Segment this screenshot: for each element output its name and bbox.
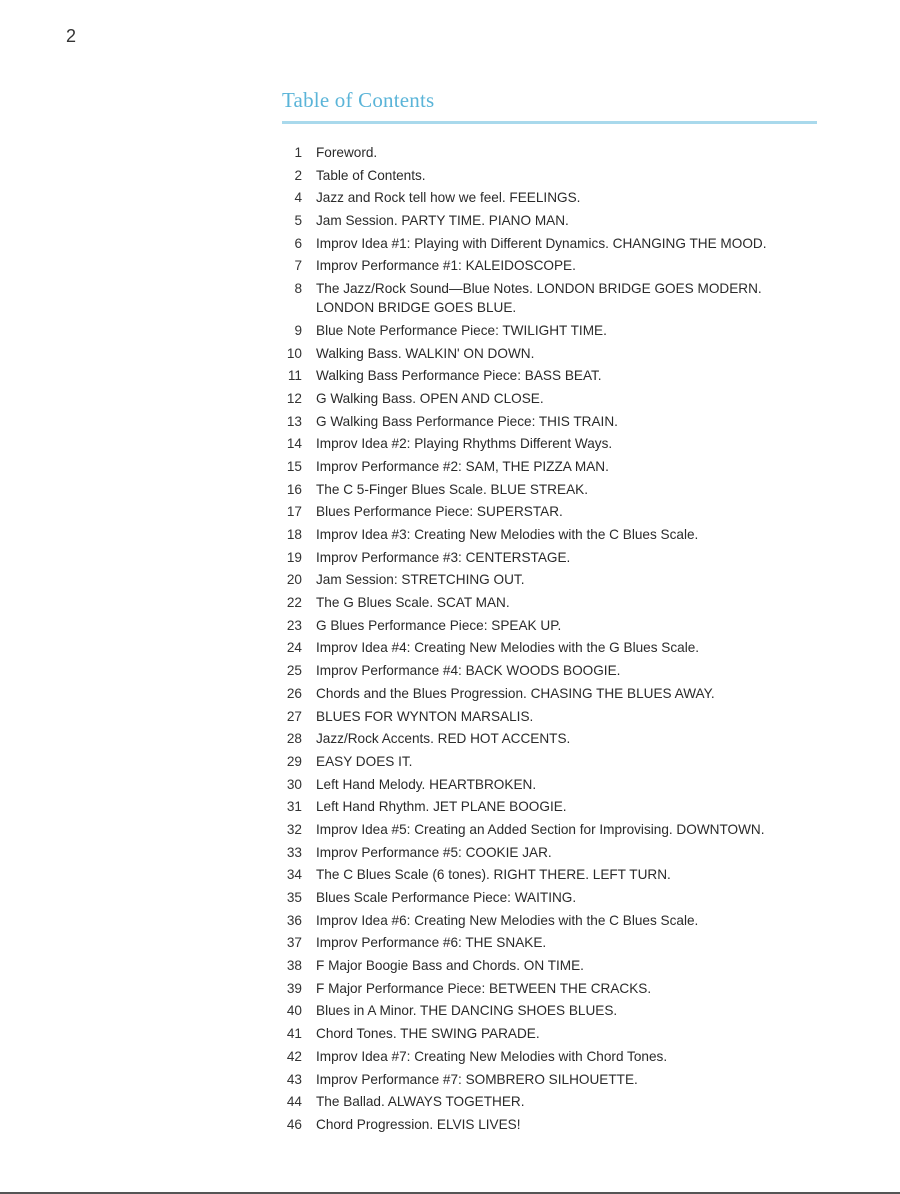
toc-entry-title: Improv Idea #2: Playing Rhythms Different Ways. (316, 436, 613, 452)
toc-entry (278, 616, 838, 635)
toc-entry-title: Improv Performance #7: SOMBRERO SILHOUETTE. (316, 1071, 638, 1087)
toc-entry-text (316, 525, 838, 544)
toc-entry-text (316, 933, 838, 952)
toc-entry-text (316, 661, 838, 680)
toc-entry (278, 865, 838, 884)
toc-page-number: 41 (286, 1026, 302, 1042)
toc-page-number: 10 (286, 345, 302, 361)
toc-page-number: 12 (286, 390, 302, 406)
toc-entry-text (316, 457, 838, 476)
toc-page-number: 20 (286, 572, 302, 588)
toc-entry (278, 593, 838, 612)
toc-page-number: 23 (286, 617, 302, 633)
toc-entry-title: Improv Performance #2: SAM, THE PIZZA MAN. (316, 458, 609, 474)
toc-page-number: 1 (294, 145, 302, 160)
toc-entry-title: G Walking Bass Performance Piece: THIS TRAIN. (316, 413, 618, 429)
toc-entry (278, 797, 838, 816)
toc-page-number: 27 (286, 708, 302, 724)
toc-entry (278, 412, 838, 431)
toc-entry-text (316, 843, 838, 862)
toc-entry-title: Improv Performance #1: KALEIDOSCOPE. (316, 258, 576, 274)
toc-entry-text (316, 797, 838, 816)
toc-entry-text (316, 234, 838, 253)
toc-entry (278, 344, 838, 363)
toc-entry-title: Blues in A Minor. THE DANCING SHOES BLUES. (316, 1003, 618, 1019)
toc-entry-title: Improv Idea #1: Playing with Different Dynamics. CHANGING THE MOOD. (316, 235, 767, 251)
toc-page-number: 26 (286, 685, 302, 701)
toc-entry-text (316, 979, 838, 998)
toc-entry-title: Improv Idea #6: Creating New Melodies with the C Blues Scale. (316, 912, 699, 928)
toc-entry-text (316, 956, 838, 975)
toc-page-number: 33 (286, 844, 302, 860)
toc-page-number: 30 (286, 776, 302, 792)
toc-entry-text (316, 865, 838, 884)
page-title: Table of Contents (282, 88, 435, 112)
table-of-contents-list (278, 143, 838, 1138)
toc-entry-text (316, 412, 838, 431)
toc-entry-text (316, 911, 838, 930)
toc-entry (278, 1001, 838, 1020)
toc-entry (278, 480, 838, 499)
toc-entry (278, 820, 838, 839)
toc-entry-title: Improv Performance #5: COOKIE JAR. (316, 844, 552, 860)
toc-entry-text (316, 366, 838, 385)
toc-entry (278, 188, 838, 207)
toc-entry-text (316, 820, 838, 839)
toc-entry (278, 502, 838, 521)
toc-entry (278, 211, 838, 230)
toc-entry (278, 321, 838, 340)
toc-entry-text (316, 570, 838, 589)
toc-entry-text (316, 256, 838, 275)
toc-entry-title: Table of Contents. (316, 167, 426, 183)
toc-entry-text (316, 707, 838, 726)
toc-page-number: 32 (286, 821, 302, 837)
toc-entry-title: Walking Bass Performance Piece: BASS BEAT. (316, 368, 602, 384)
toc-entry-text (316, 729, 838, 748)
toc-entry-title: Walking Bass. WALKIN' ON DOWN. (316, 345, 535, 361)
toc-entry (278, 956, 838, 975)
toc-entry-text (316, 321, 838, 340)
toc-entry-title: Jam Session: STRETCHING OUT. (316, 572, 525, 588)
toc-entry-text (316, 143, 838, 162)
toc-entry-text (316, 279, 838, 317)
toc-entry (278, 752, 838, 771)
toc-entry (278, 661, 838, 680)
toc-entry-title: Jazz/Rock Accents. RED HOT ACCENTS. (316, 731, 571, 747)
toc-entry-title: The G Blues Scale. SCAT MAN. (316, 595, 510, 611)
toc-entry-text (316, 775, 838, 794)
toc-entry (278, 933, 838, 952)
toc-entry-title: Jazz and Rock tell how we feel. FEELINGS. (316, 190, 581, 206)
toc-page-number: 38 (286, 958, 302, 974)
toc-entry-text (316, 888, 838, 907)
toc-entry (278, 911, 838, 930)
toc-page-number: 6 (294, 235, 302, 251)
toc-page-number: 2 (294, 167, 302, 183)
toc-entry (278, 888, 838, 907)
toc-entry-text (316, 684, 838, 703)
toc-entry (278, 234, 838, 253)
toc-entry-title: The Ballad. ALWAYS TOGETHER. (316, 1094, 525, 1110)
toc-page-number: 15 (286, 458, 302, 474)
toc-page-number: 11 (287, 368, 302, 384)
toc-entry (278, 1024, 838, 1043)
toc-entry-title: Blues Performance Piece: SUPERSTAR. (316, 504, 563, 520)
toc-entry-title: The C 5-Finger Blues Scale. BLUE STREAK. (316, 481, 588, 497)
toc-page-number: 16 (286, 481, 302, 497)
toc-entry-title: Chord Tones. THE SWING PARADE. (316, 1026, 540, 1042)
toc-entry-title: G Blues Performance Piece: SPEAK UP. (316, 617, 562, 633)
toc-page-number: 22 (286, 595, 302, 611)
toc-entry (278, 979, 838, 998)
toc-page-number: 44 (286, 1094, 302, 1110)
toc-page-number: 13 (286, 413, 302, 429)
toc-entry-text (316, 188, 838, 207)
toc-entry-text (316, 1024, 838, 1043)
toc-entry (278, 1047, 838, 1066)
toc-page-number: 24 (286, 640, 302, 656)
toc-entry (278, 729, 838, 748)
toc-entry-title: G Walking Bass. OPEN AND CLOSE. (316, 390, 544, 406)
toc-entry (278, 389, 838, 408)
toc-entry (278, 1115, 838, 1134)
toc-page-number: 39 (286, 980, 302, 996)
toc-entry (278, 256, 838, 275)
toc-entry (278, 279, 838, 317)
toc-entry-title: Left Hand Rhythm. JET PLANE BOOGIE. (316, 799, 567, 815)
toc-entry-title: Chord Progression. ELVIS LIVES! (316, 1116, 521, 1132)
page-number: 2 (66, 26, 77, 46)
toc-entry-text (316, 1001, 838, 1020)
toc-page-number: 36 (286, 912, 302, 928)
toc-page-number: 29 (286, 753, 302, 769)
toc-page-number: 35 (286, 890, 302, 905)
toc-page-number: 42 (286, 1048, 302, 1064)
toc-entry-text (316, 166, 838, 185)
toc-page-number: 14 (286, 436, 302, 452)
toc-entry-title: BLUES FOR WYNTON MARSALIS. (316, 708, 534, 724)
toc-entry-text (316, 548, 838, 567)
toc-entry (278, 525, 838, 544)
toc-entry-title: Jam Session. PARTY TIME. PIANO MAN. (316, 213, 569, 229)
toc-page-number: 19 (286, 549, 302, 565)
toc-page-number: 25 (286, 663, 302, 679)
toc-entry-title: Improv Performance #3: CENTERSTAGE. (316, 549, 571, 565)
toc-entry-title: EASY DOES IT. (316, 753, 413, 769)
toc-entry-title-continued: LONDON BRIDGE GOES BLUE. (316, 300, 517, 316)
toc-entry (278, 548, 838, 567)
toc-entry-text (316, 389, 838, 408)
toc-entry (278, 1070, 838, 1089)
toc-page-number: 37 (286, 935, 302, 951)
toc-entry (278, 457, 838, 476)
toc-entry (278, 166, 838, 185)
toc-entry-title: Blue Note Performance Piece: TWILIGHT TIME. (316, 322, 607, 338)
toc-entry-title: Improv Performance #4: BACK WOODS BOOGIE. (316, 663, 621, 679)
toc-entry (278, 434, 838, 453)
toc-entry-text (316, 1070, 838, 1089)
toc-page-number: 7 (294, 258, 302, 274)
toc-page-number: 40 (286, 1003, 302, 1019)
toc-page-number: 4 (294, 190, 302, 206)
toc-entry (278, 143, 838, 162)
toc-entry-text (316, 616, 838, 635)
toc-entry (278, 684, 838, 703)
toc-entry-title: Left Hand Melody. HEARTBROKEN. (316, 776, 537, 792)
toc-entry (278, 570, 838, 589)
toc-entry-title: F Major Boogie Bass and Chords. ON TIME. (316, 958, 584, 974)
toc-page-number: 5 (294, 213, 302, 229)
toc-page-number: 34 (286, 867, 302, 883)
toc-page-number: 8 (294, 281, 302, 297)
toc-entry (278, 638, 838, 657)
toc-entry-text (316, 344, 838, 363)
toc-entry-text (316, 480, 838, 499)
toc-entry-title: Improv Performance #6: THE SNAKE. (316, 935, 547, 951)
toc-entry-title: Foreword. (316, 145, 378, 160)
toc-entry-text (316, 593, 838, 612)
toc-entry-title: The C Blues Scale (6 tones). RIGHT THERE. LEFT TURN. (316, 867, 671, 883)
toc-entry (278, 707, 838, 726)
toc-entry-title: Blues Scale Performance Piece: WAITING. (316, 890, 577, 905)
toc-entry (278, 1092, 838, 1111)
toc-entry (278, 366, 838, 385)
toc-entry-title: F Major Performance Piece: BETWEEN THE CRACKS. (316, 980, 652, 996)
toc-entry-text (316, 434, 838, 453)
toc-page-number: 31 (286, 799, 302, 815)
toc-entry-text (316, 1047, 838, 1066)
toc-page-number: 18 (286, 527, 302, 542)
toc-entry-text (316, 1115, 838, 1134)
toc-entry (278, 843, 838, 862)
toc-page-number: 46 (286, 1116, 302, 1132)
title-rule (282, 121, 817, 124)
toc-entry-title: Improv Idea #7: Creating New Melodies with Chord Tones. (316, 1048, 668, 1064)
toc-entry-title: Improv Idea #4: Creating New Melodies with the G Blues Scale. (316, 640, 700, 656)
toc-entry-title: Chords and the Blues Progression. CHASING THE BLUES AWAY. (316, 685, 715, 701)
toc-entry-text (316, 211, 838, 230)
toc-entry-title: Improv Idea #3: Creating New Melodies with the C Blues Scale. (316, 527, 699, 542)
toc-entry-title: Improv Idea #5: Creating an Added Section for Improvising. DOWNTOWN. (316, 821, 765, 837)
toc-entry-text (316, 752, 838, 771)
toc-entry-text (316, 638, 838, 657)
toc-entry-text (316, 502, 838, 521)
toc-page-number: 43 (286, 1071, 302, 1087)
toc-entry-text (316, 1092, 838, 1111)
toc-page-number: 9 (294, 322, 302, 338)
toc-page-number: 17 (286, 504, 302, 520)
toc-page-number: 28 (286, 731, 302, 747)
toc-entry (278, 775, 838, 794)
toc-entry-title: The Jazz/Rock Sound—Blue Notes. LONDON BRIDGE GOES MODERN. (316, 281, 762, 297)
